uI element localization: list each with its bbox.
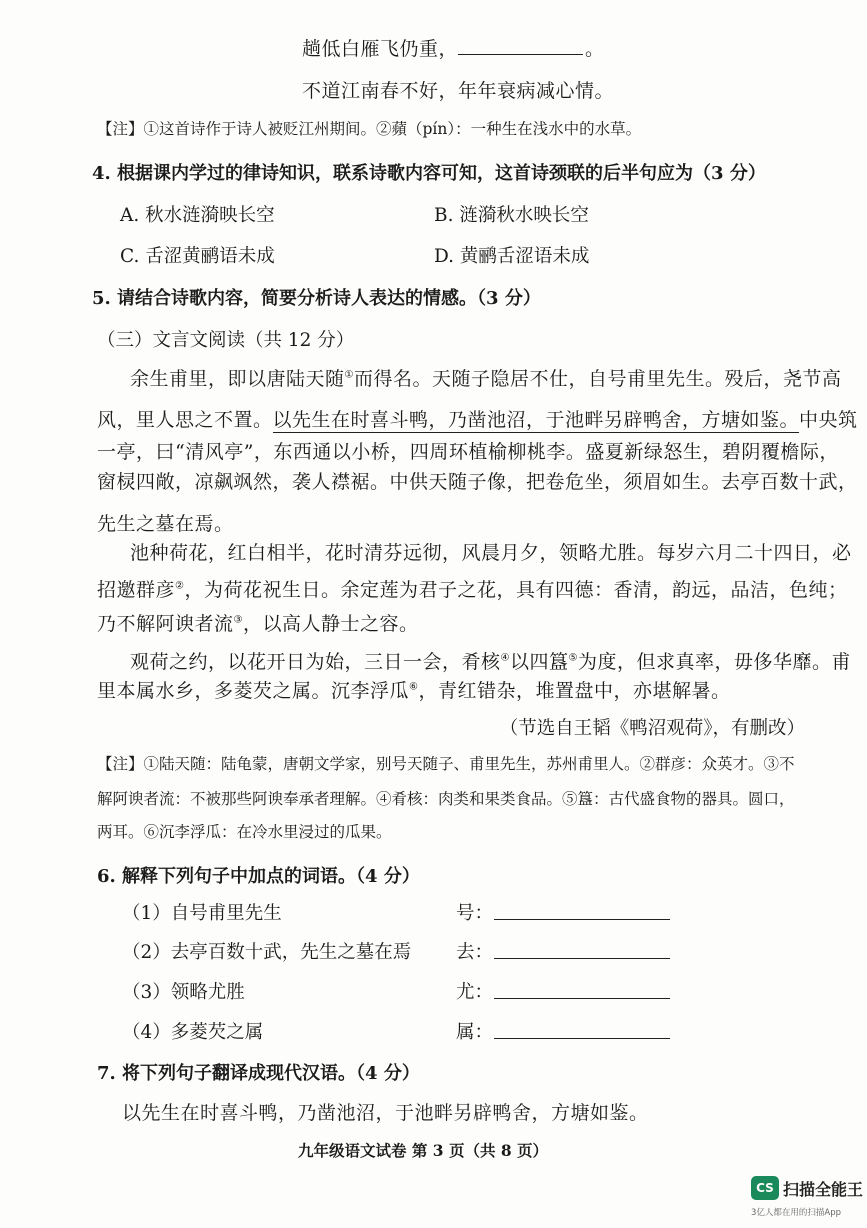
- passage-p2-line-3: [97, 609, 419, 636]
- poem-note: 【注】①这首诗作于诗人被贬江州期间。②蘋（pín）：一种生在浅水中的水草。: [97, 120, 642, 138]
- q6-item-3: （3）领略尤胜: [122, 982, 245, 1003]
- passage-p3-line-2: [97, 676, 731, 703]
- poem-line-1: [302, 34, 605, 61]
- underlined-sentence: 以先生在时喜斗鸭，乃凿池沼，于池畔另辟鸭舍，方塘如鉴。: [272, 409, 800, 431]
- q6-item-1: （1）自号甫里先生: [122, 903, 282, 924]
- footnote-mark: ②: [175, 580, 185, 592]
- passage-text: 为度，但求真率，毋侈华靡。甫: [577, 651, 851, 673]
- passage-source: （节选自王韬《鸭沼观荷》，有删改）: [499, 718, 805, 739]
- question-6-stem: 6. 解释下列句子中加点的词语。（4 分）: [97, 866, 420, 887]
- watermark-subtitle: 3亿人都在用的扫描App: [751, 1208, 842, 1218]
- q6-answer-2-field[interactable]: [494, 957, 670, 959]
- passage-p1-line-5: 先生之墓在焉。: [97, 513, 234, 535]
- passage-text: 招邀群彦: [97, 579, 176, 601]
- poem-line-2: 不道江南春不好，年年衰病减心情。: [302, 80, 615, 102]
- poem-line-1-end: 。: [585, 38, 605, 60]
- notes-line-2: 解阿谀者流：不被那些阿谀奉承者理解。④肴核：肉类和果类食品。⑤簋：古代盛食物的器具。圆口，: [97, 790, 795, 808]
- page-footer: 九年级语文试卷 第 3 页（共 8 页）: [298, 1141, 549, 1160]
- passage-p1-line-4: 窗棂四敞，凉飙飒然，袭人襟裾。中供天随子像，把卷危坐，须眉如生。去亭百数十武，: [97, 471, 858, 493]
- passage-p3-line-1: [130, 647, 851, 674]
- passage-text: 而得名。天随子隐居不仕，自号甫里先生。殁后，尧节高: [353, 368, 842, 390]
- footnote-mark: ⑤: [568, 652, 578, 664]
- passage-p1-line-1: [130, 364, 842, 391]
- footnote-mark: ①: [344, 369, 354, 381]
- q4-option-b: B. 涟漪秋水映长空: [434, 205, 589, 226]
- watermark-name: 扫描全能王: [783, 1179, 864, 1199]
- poem-blank: [458, 36, 583, 55]
- footnote-mark: ④: [500, 652, 510, 664]
- cs-logo-icon: CS: [751, 1176, 779, 1200]
- passage-p1-line-2: [97, 405, 858, 432]
- notes-line-1: 【注】①陆天随：陆龟蒙，唐朝文学家，别号天随子、甫里先生，苏州甫里人。②群彦：众英才。③不: [97, 755, 795, 773]
- notes-line-3: 两耳。⑥沉李浮瓜：在冷水里浸过的瓜果。: [97, 823, 392, 841]
- passage-text: 里本属水乡，多菱芡之属。沉李浮瓜: [97, 680, 410, 702]
- footnote-mark: ③: [233, 614, 243, 626]
- passage-text: 余生甫里，即以唐陆天随: [130, 368, 345, 390]
- scanner-watermark: [751, 1176, 863, 1200]
- q4-option-d: D. 黄鹂舌涩语未成: [434, 246, 590, 267]
- q6-answer-1-field[interactable]: [494, 918, 670, 920]
- q4-option-c: C. 舌涩黄鹂语未成: [120, 246, 275, 267]
- q6-item-1-word: 号：: [456, 903, 494, 924]
- passage-text: 风，里人思之不置。: [97, 409, 273, 431]
- q6-item-4: （4）多菱芡之属: [122, 1022, 264, 1043]
- question-5-stem: 5. 请结合诗歌内容，简要分析诗人表达的情感。（3 分）: [92, 288, 541, 309]
- passage-p2-line-1: 池种荷花，红白相半，花时清芬远彻，风晨月夕，领略尤胜。每岁六月二十四日，必: [130, 542, 852, 564]
- q6-item-4-word: 属：: [456, 1022, 494, 1043]
- section-3-title: （三）文言文阅读（共 12 分）: [97, 330, 355, 351]
- passage-text: ，青红错杂，堆置盘中，亦堪解暑。: [418, 680, 731, 702]
- passage-text: 以四簋: [509, 651, 569, 673]
- passage-text: 乃不解阿谀者流: [97, 613, 234, 635]
- passage-p2-line-2: [97, 575, 848, 602]
- q4-option-a: A. 秋水涟漪映长空: [120, 205, 275, 226]
- passage-p1-line-3: 一亭，曰“清风亭”，东西通以小桥，四周环植榆柳桃李。盛夏新绿怒生，碧阴覆檐际，: [97, 441, 839, 463]
- q6-item-3-word: 尤：: [456, 982, 494, 1003]
- passage-text: 观荷之约，以花开日为始，三日一会，肴核: [130, 651, 501, 673]
- q6-answer-3-field[interactable]: [494, 997, 670, 999]
- question-7-stem: 7. 将下列句子翻译成现代汉语。（4 分）: [97, 1063, 420, 1084]
- poem-line-1-text: 趟低白雁飞仍重，: [302, 38, 459, 60]
- q7-sentence: 以先生在时喜斗鸭，乃凿池沼，于池畔另辟鸭舍，方塘如鉴。: [122, 1102, 649, 1124]
- passage-text: ，以高人静士之容。: [242, 613, 419, 635]
- q6-item-2-word: 去：: [456, 942, 494, 963]
- passage-text: 中央筑: [799, 409, 858, 431]
- question-4-stem: 4. 根据课内学过的律诗知识，联系诗歌内容可知，这首诗颈联的后半句应为（3 分）: [92, 163, 766, 184]
- q6-answer-4-field[interactable]: [494, 1037, 670, 1039]
- q6-item-2: （2）去亭百数十武，先生之墓在焉: [122, 942, 412, 963]
- footnote-mark: ⑥: [409, 681, 419, 693]
- passage-text: ，为荷花祝生日。余定莲为君子之花，具有四德：香清，韵远，品洁，色纯；: [184, 579, 848, 601]
